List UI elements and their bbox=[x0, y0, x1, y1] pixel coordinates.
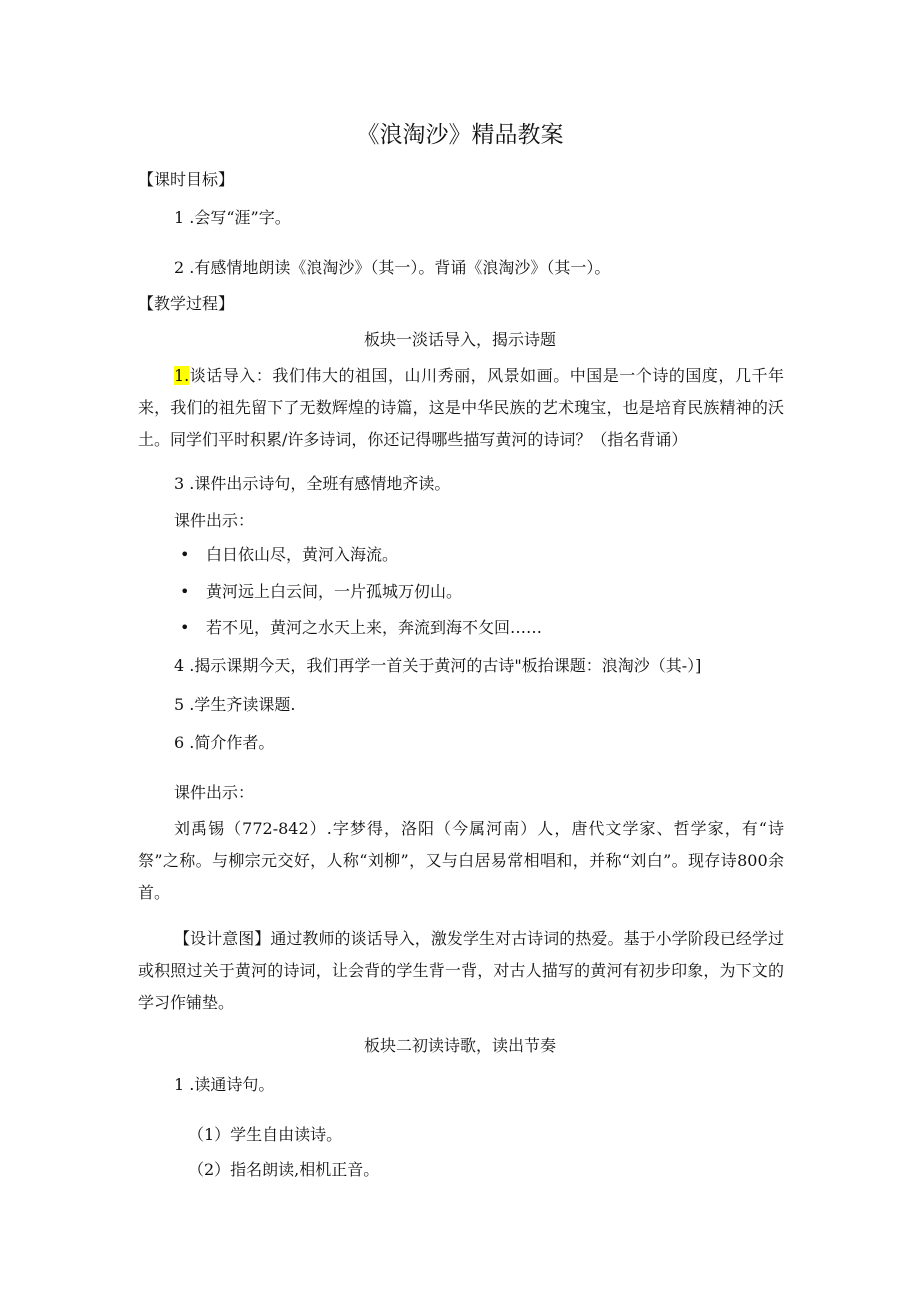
item1-number-highlight: 1. bbox=[174, 366, 190, 385]
poem-bullet-3 bbox=[180, 618, 542, 638]
block1-item1-paragraph bbox=[138, 360, 784, 456]
block1-item6: 6 .简介作者。 bbox=[174, 733, 275, 752]
bullet-dot-icon: • bbox=[180, 582, 190, 601]
block1-item5: 5 .学生齐读课题. bbox=[174, 695, 296, 714]
block1-item3: 3 .课件出示诗句，全班有感情地齐读。 bbox=[174, 474, 451, 493]
poem-line-2: 黄河远上白云间，一片孤城万仞山。 bbox=[206, 582, 463, 601]
block2-item1: 1 .读通诗句。 bbox=[174, 1075, 275, 1094]
poem-line-3: 若不见，黄河之水天上来，奔流到海不攵回…… bbox=[206, 618, 543, 637]
block2-heading: 板块二初读诗歌，读出节奏 bbox=[363, 1036, 556, 1055]
process-heading: 【教学过程】 bbox=[138, 294, 235, 313]
design-intent: 【设计意图】通过教师的谈话导入，激发学生对古诗词的热爱。基于小学阶段已经学过或积照过关于黄河的诗词，让会背的学生背一背，对古人描写的黄河有初步印象，为下文的学习作铺垫。 bbox=[138, 929, 784, 1012]
item1-text: 谈话导入：我们伟大的祖国，山川秀丽，风景如画。中国是一个诗的国度，几千年来，我们的祖先留下了无数辉煌的诗篇，这是中华民族的艺术瑰宝，也是培育民族精神的沃土。同学们平时积累/许多诗词，你还记得哪些描写黄河的诗词？（指名背诵） bbox=[138, 366, 784, 449]
courseware-label: 课件出示： bbox=[174, 511, 255, 530]
objectives-heading: 【课时目标】 bbox=[138, 170, 235, 189]
poem-bullet-1 bbox=[180, 545, 398, 565]
bullet-dot-icon: • bbox=[180, 618, 190, 637]
objective-item-1: 1 .会写“涯”字。 bbox=[174, 208, 291, 227]
courseware-label-2: 课件出示： bbox=[174, 783, 255, 802]
poem-line-1: 白日依山尽，黄河入海流。 bbox=[206, 545, 399, 564]
document-title: 《浪淘沙》精品教案 bbox=[356, 122, 564, 148]
bullet-dot-icon: • bbox=[180, 545, 190, 564]
author-bio: 刘禹锡（772-842）.字梦得，洛阳（今属河南）人，唐代文学家、哲学家，有“诗祭”之称。与柳宗元交好，人称“刘柳”，又与白居易常相唱和，并称“刘白”。现存诗800余首。 bbox=[138, 819, 784, 902]
block1-item4: 4 .揭示课期今天，我们再学一首关于黄河的古诗"板抬课题：浪淘沙（其-）] bbox=[174, 656, 702, 675]
block1-heading: 板块一淡话导入，揭示诗题 bbox=[363, 330, 556, 349]
poem-bullet-2 bbox=[180, 582, 462, 602]
block2-sub2: （2）指名朗读,相机正音。 bbox=[188, 1160, 380, 1179]
objective-item-2: 2 .有感情地朗读《浪淘沙》（其一）。背诵《浪淘沙》（其一）。 bbox=[174, 258, 611, 277]
block2-sub1: （1）学生自由读诗。 bbox=[188, 1125, 343, 1144]
